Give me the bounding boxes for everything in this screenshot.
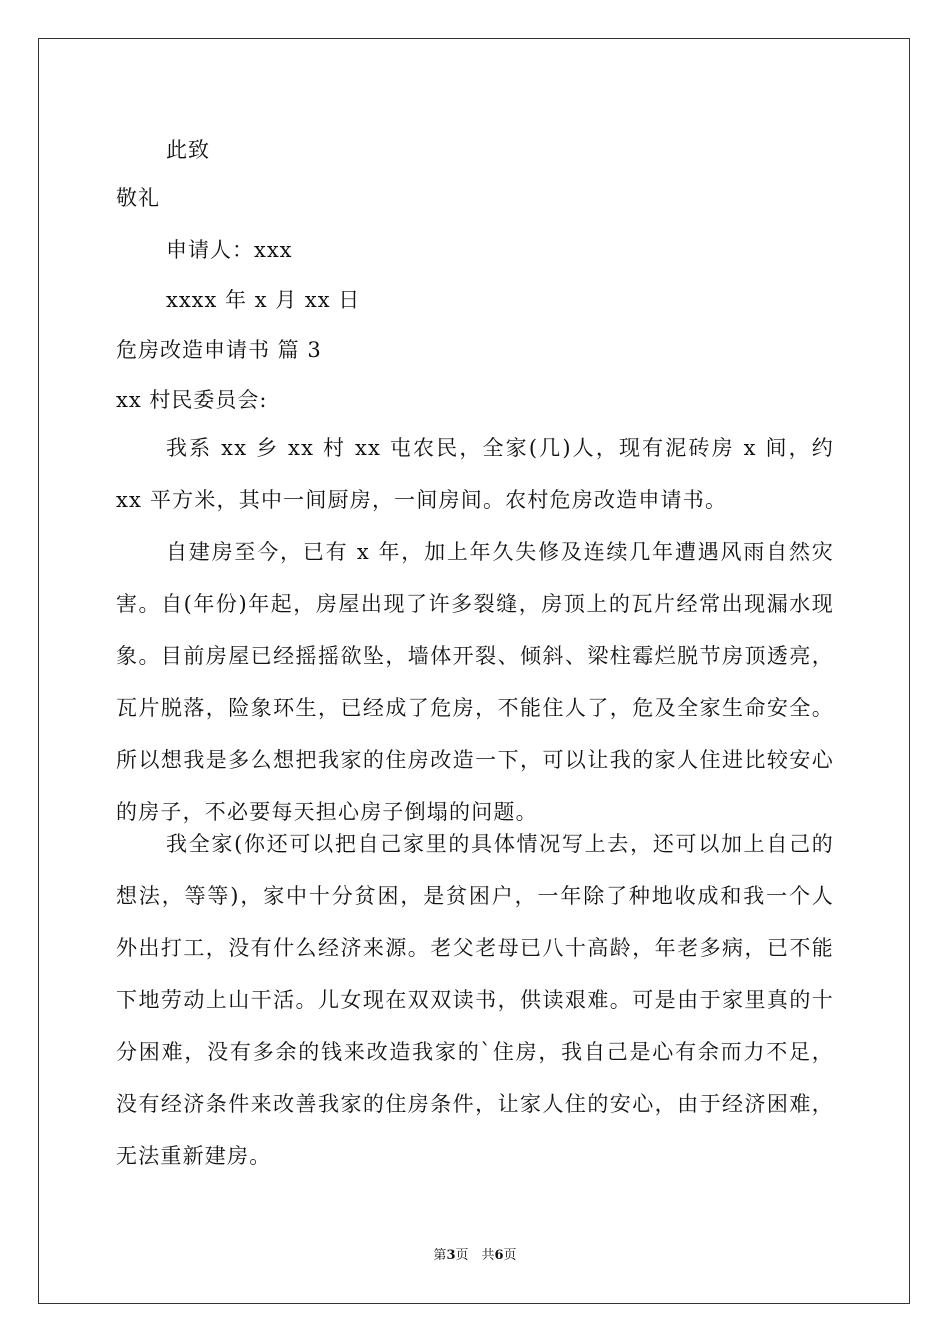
- closing-salutation: 此致: [166, 138, 210, 162]
- date-line: xxxx 年 x 月 xx 日: [166, 288, 361, 312]
- applicant-line: 申请人：xxx: [166, 238, 293, 262]
- paragraph-1: 我系 xx 乡 xx 村 xx 屯农民，全家(几)人，现有泥砖房 x 间，约 xx 平方米，其中一间厨房，一间房间。农村危房改造申请书。: [116, 436, 834, 512]
- paragraph-3: 我全家(你还可以把自己家里的具体情况写上去，还可以加上自己的想法，等等)，家中十分贫困，是贫困户，一年除了种地收成和我一个人外出打工，没有什么经济来源。老父老母已八十高龄，年老多病，已不能下地劳动上山干活。儿女现在双双读书，供读艰难。可是由于家里真的十分困难，没有多余的钱来改造我家的`住房，我自己是心有余而力不足，没有经济条件来改善我家的住房条件，让家人住的安心，由于经济困难，无法重新建房。: [116, 832, 834, 1168]
- page-footer: [0, 1248, 950, 1264]
- paragraph-2: 自建房至今，已有 x 年，加上年久失修及连续几年遭遇风雨自然灾害。自(年份)年起，房屋出现了许多裂缝，房顶上的瓦片经常出现漏水现象。目前房屋已经摇摇欲坠，墙体开裂、倾斜、梁柱霉烂脱节房顶透亮，瓦片脱落，险象环生，已经成了危房，不能住人了，危及全家生命安全。所以想我是多么想把我家的住房改造一下，可以让我的家人住进比较安心的房子，不必要每天担心房子倒塌的问题。: [116, 540, 834, 824]
- section-title: 危房改造申请书 篇 3: [116, 338, 322, 362]
- footer-prefix: 第: [433, 1248, 447, 1263]
- footer-mid: 页 共: [455, 1248, 495, 1263]
- footer-current-page: 3: [446, 1248, 456, 1263]
- footer-suffix: 页: [503, 1248, 517, 1263]
- closing-regards: 敬礼: [116, 186, 160, 210]
- footer-total-pages: 6: [494, 1248, 504, 1263]
- addressee-line: xx 村民委员会:: [116, 388, 268, 412]
